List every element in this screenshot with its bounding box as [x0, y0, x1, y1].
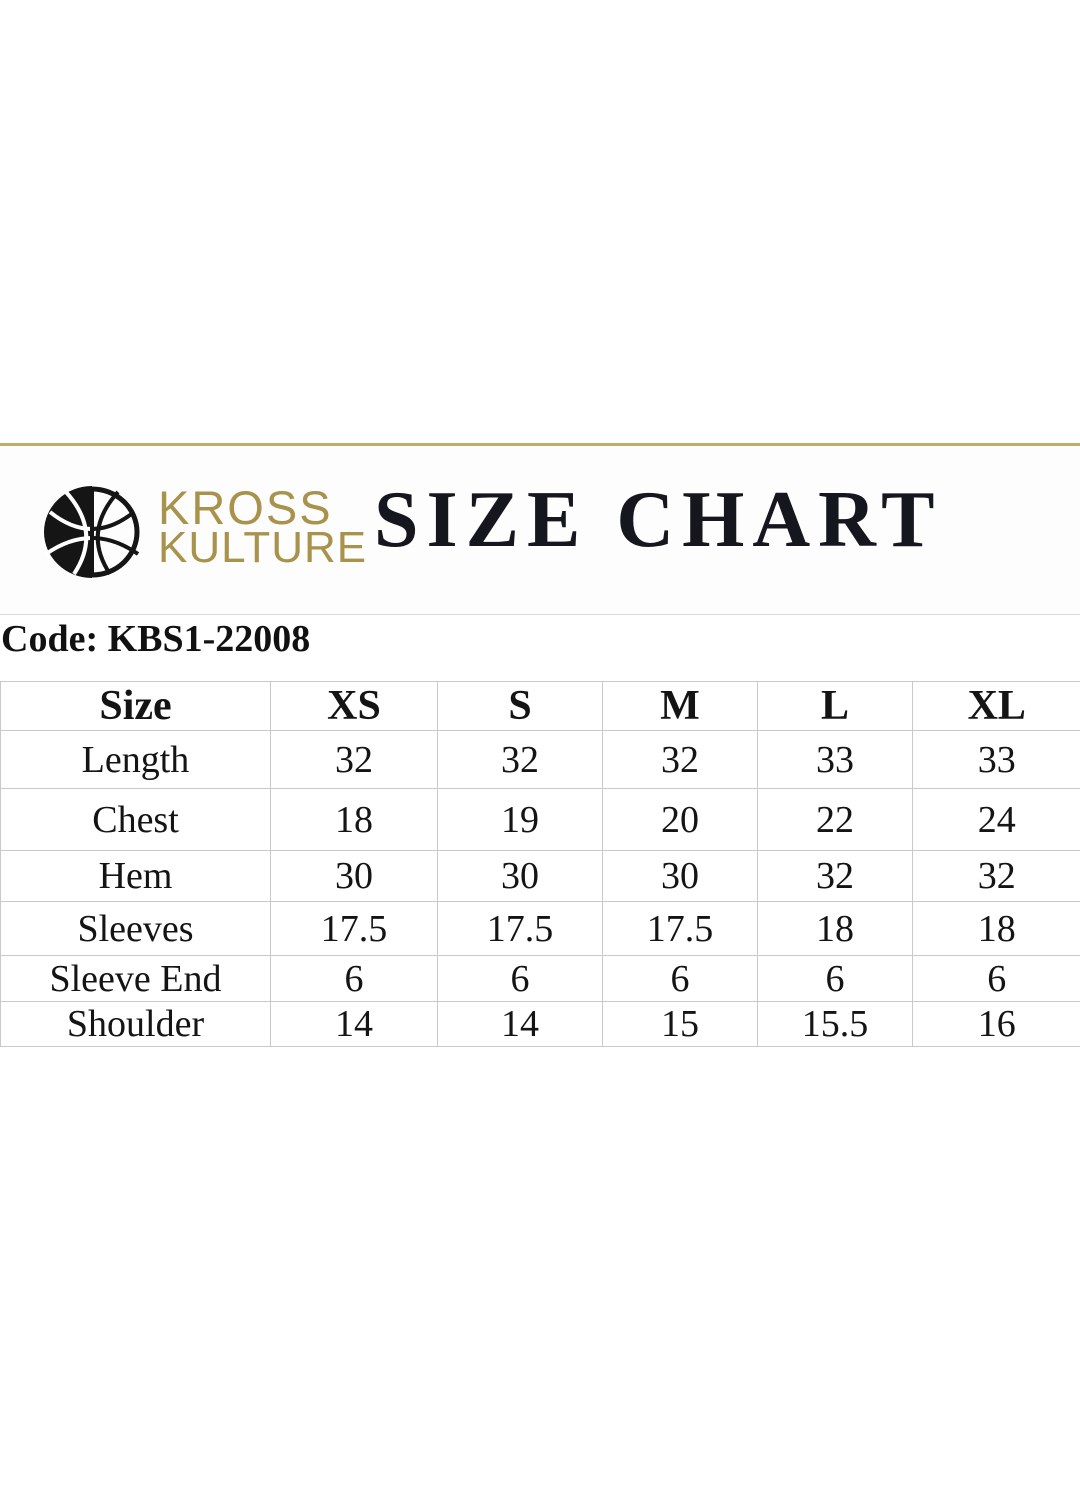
size-value-cell: 19 [438, 789, 603, 851]
row-label: Hem [1, 851, 271, 902]
size-value-cell: 22 [758, 789, 913, 851]
size-value-cell: 15 [603, 1002, 758, 1047]
column-header-l: L [758, 682, 913, 731]
row-label: Sleeves [1, 902, 271, 956]
page-title: SIZE CHART [374, 476, 943, 564]
size-value-cell: 18 [271, 789, 438, 851]
column-header-s: S [438, 682, 603, 731]
size-value-cell: 30 [603, 851, 758, 902]
size-value-cell: 20 [603, 789, 758, 851]
size-value-cell: 32 [603, 731, 758, 789]
size-value-cell: 18 [758, 902, 913, 956]
row-label: Chest [1, 789, 271, 851]
size-value-cell: 17.5 [271, 902, 438, 956]
size-value-cell: 33 [758, 731, 913, 789]
size-value-cell: 18 [913, 902, 1080, 956]
brand-name-line1: KROSS [158, 481, 333, 534]
brand-wordmark [158, 481, 368, 572]
row-label: Shoulder [1, 1002, 271, 1047]
size-value-cell: 6 [271, 956, 438, 1002]
table-row-shoulder [1, 1002, 1080, 1047]
row-label: Length [1, 731, 271, 789]
size-value-cell: 24 [913, 789, 1080, 851]
size-value-cell: 17.5 [603, 902, 758, 956]
table-header-row [1, 682, 1080, 731]
size-value-cell: 33 [913, 731, 1080, 789]
size-value-cell: 15.5 [758, 1002, 913, 1047]
column-header-xl: XL [913, 682, 1080, 731]
size-value-cell: 6 [603, 956, 758, 1002]
table-row-length [1, 731, 1080, 789]
size-value-cell: 6 [758, 956, 913, 1002]
size-value-cell: 32 [438, 731, 603, 789]
size-value-cell: 32 [271, 731, 438, 789]
column-header-m: M [603, 682, 758, 731]
column-header-size: Size [1, 682, 271, 731]
size-value-cell: 14 [271, 1002, 438, 1047]
globe-cross-ball-icon [40, 484, 144, 580]
size-value-cell: 6 [913, 956, 1080, 1002]
size-value-cell: 30 [271, 851, 438, 902]
size-value-cell: 32 [758, 851, 913, 902]
size-value-cell: 14 [438, 1002, 603, 1047]
table-row-hem [1, 851, 1080, 902]
product-code: Code: KBS1-22008 [1, 618, 311, 660]
size-chart-table [0, 681, 1080, 1047]
size-value-cell: 16 [913, 1002, 1080, 1047]
row-label: Sleeve End [1, 956, 271, 1002]
table-row-sleeves [1, 902, 1080, 956]
size-value-cell: 32 [913, 851, 1080, 902]
brand-name-line2: KULTURE [158, 523, 368, 572]
brand-header [0, 446, 1080, 615]
size-value-cell: 30 [438, 851, 603, 902]
size-value-cell: 6 [438, 956, 603, 1002]
table-row-sleeve-end [1, 956, 1080, 1002]
column-header-xs: XS [271, 682, 438, 731]
table-row-chest [1, 789, 1080, 851]
size-value-cell: 17.5 [438, 902, 603, 956]
